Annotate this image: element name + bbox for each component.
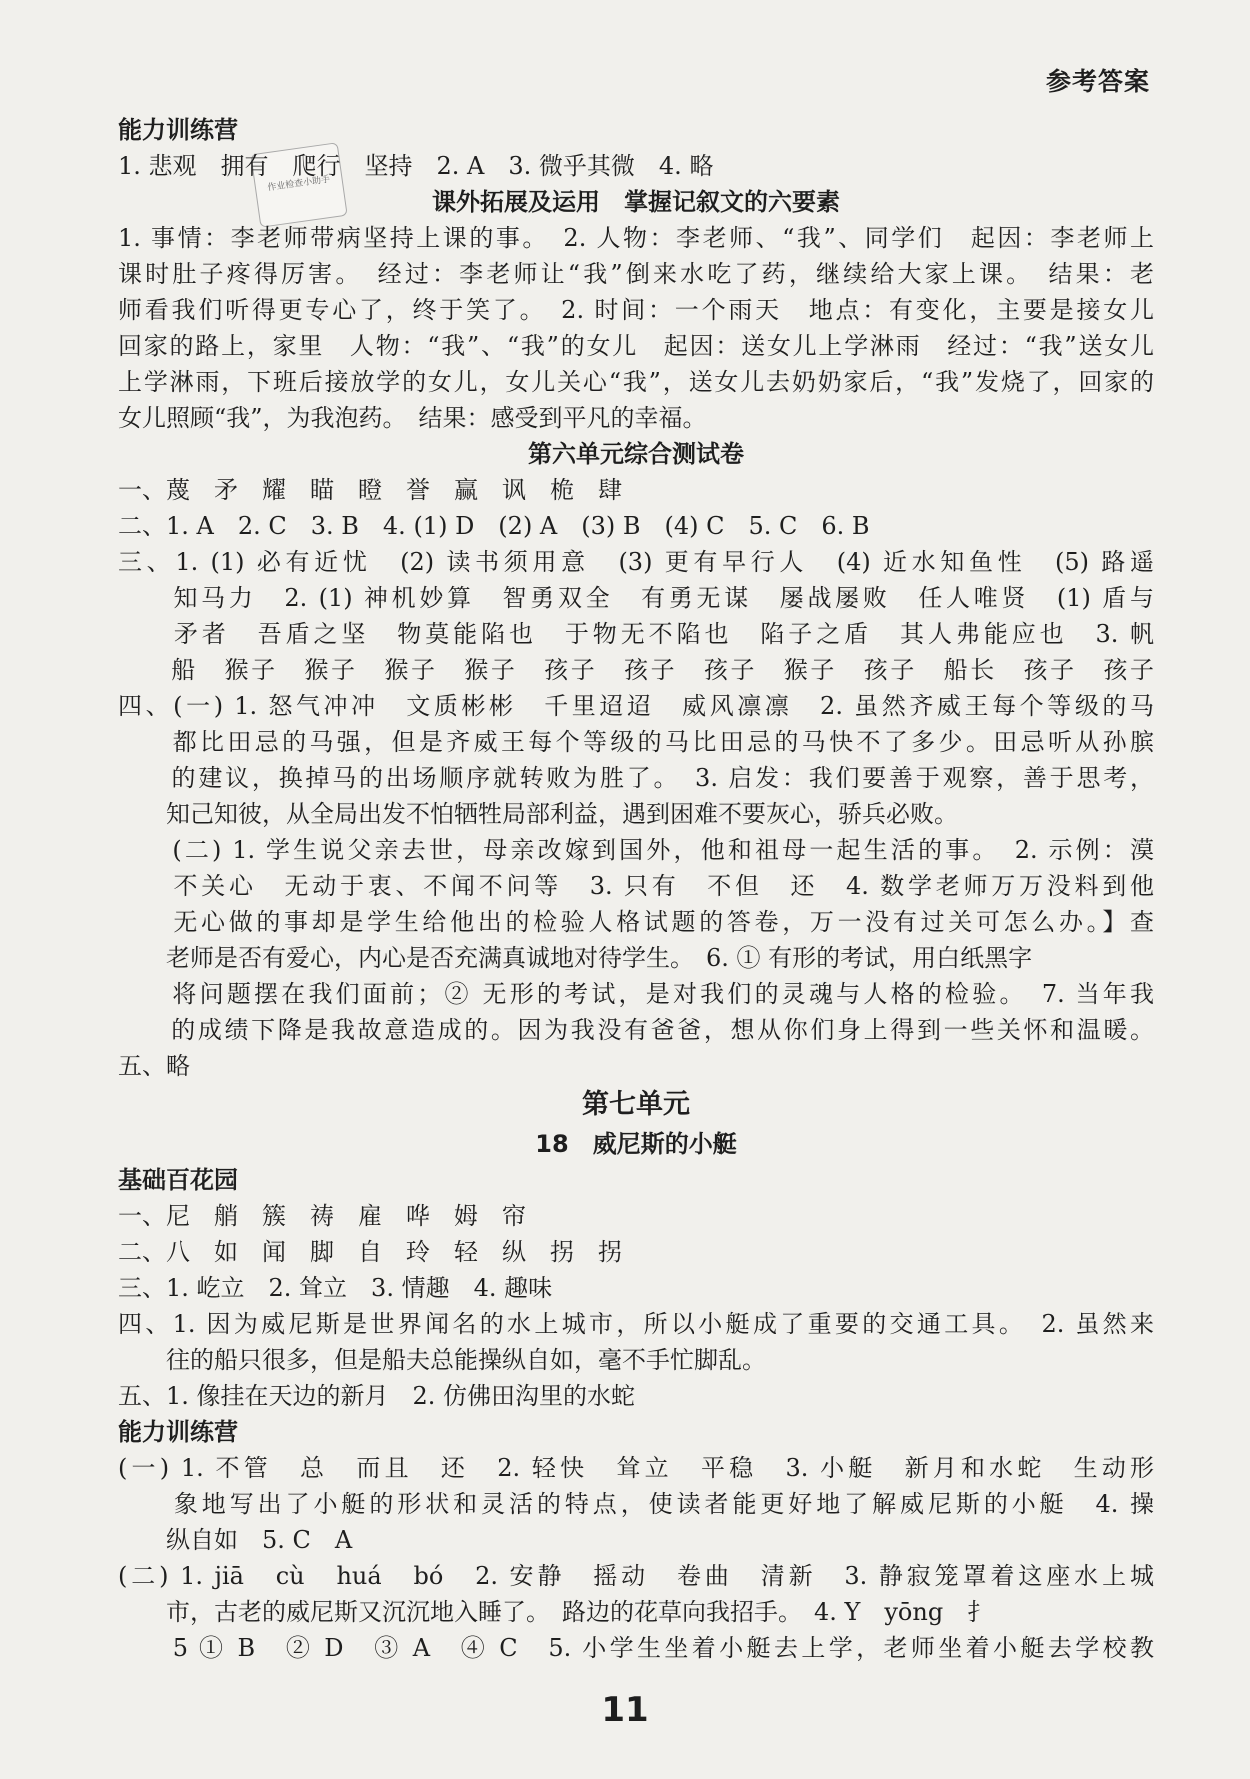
- answer-line: 回家的路上，家里 人物：“我”、“我”的女儿 起因：送女儿上学淋雨 经过：“我”送女儿: [118, 332, 1154, 360]
- answer-line: 都比田忌的马强，但是齐威王每个等级的马比田忌的马快不了多少。田忌听从孙膑: [118, 728, 1154, 756]
- answer-line: 的建议，换掉马的出场顺序就转败为胜了。 3. 启发：我们要善于观察，善于思考，: [118, 764, 1154, 792]
- answer-line: 矛者 吾盾之坚 物莫能陷也 于物无不陷也 陷子之盾 其人弗能应也 3. 帆: [118, 620, 1154, 648]
- answer-line: 四、1. 因为威尼斯是世界闻名的水上城市，所以小艇成了重要的交通工具。 2. 虽然来: [118, 1310, 1154, 1338]
- answer-line: (二) 1. jiā cù huá bó 2. 安静 摇动 卷曲 清新 3. 静寂笼罩着这座水上城: [118, 1562, 1154, 1590]
- answer-line: 1. 事情：李老师带病坚持上课的事。 2. 人物：李老师、“我”、同学们 起因：李老师上: [118, 224, 1154, 252]
- answer-line: 无心做的事却是学生给他出的检验人格试题的答卷，万一没有过关可怎么办。】查: [118, 908, 1154, 936]
- answer-line: 一、尼 艄 簇 祷 雇 哗 姆 帘: [118, 1202, 526, 1230]
- page-number: 11: [601, 1690, 649, 1730]
- answer-line: 知马力 2. (1) 神机妙算 智勇双全 有勇无谋 屡战屡败 任人唯贤 (1) 盾与: [118, 584, 1154, 612]
- answer-line: 船 猴子 猴子 猴子 猴子 孩子 孩子 孩子 猴子 孩子 船长 孩子 孩子: [118, 656, 1154, 684]
- section-title: 基础百花园: [118, 1166, 238, 1194]
- answer-line: 的成绩下降是我故意造成的。因为我没有爸爸，想从你们身上得到一些关怀和温暖。: [118, 1016, 1154, 1044]
- answer-line: 五、1. 像挂在天边的新月 2. 仿佛田沟里的水蛇: [118, 1382, 636, 1410]
- answer-line: 三、1. 屹立 2. 耸立 3. 情趣 4. 趣味: [118, 1274, 553, 1302]
- unit-title: 第七单元: [582, 1089, 690, 1120]
- watermark-stamp: 作业检查小助手: [250, 142, 347, 228]
- answer-line: 1. 悲观 拥有 爬行 坚持 2. A 3. 微乎其微 4. 略: [118, 152, 714, 180]
- section-title: 能力训练营: [118, 116, 238, 144]
- section-title: 能力训练营: [118, 1418, 238, 1446]
- answer-line: (二) 1. 学生说父亲去世，母亲改嫁到国外，他和祖母一起生活的事。 2. 示例：漠: [118, 836, 1154, 864]
- answer-line: 纵自如 5. C A: [118, 1526, 353, 1554]
- answer-line: 知己知彼，从全局出发不怕牺牲局部利益，遇到困难不要灰心，骄兵必败。: [118, 800, 958, 828]
- section-heading: 课外拓展及运用 掌握记叙文的六要素: [432, 188, 840, 216]
- answer-line: 二、1. A 2. C 3. B 4. (1) D (2) A (3) B (4) C 5. C 6. B: [118, 512, 870, 540]
- answer-line: 象地写出了小艇的形状和灵活的特点，使读者能更好地了解威尼斯的小艇 4. 操: [118, 1490, 1154, 1518]
- answer-line: 5 ① B ② D ③ A ④ C 5. 小学生坐着小艇去上学，老师坐着小艇去学校教: [118, 1634, 1154, 1662]
- answer-line: 五、略: [118, 1052, 190, 1080]
- section-heading: 18 威尼斯的小艇: [535, 1130, 737, 1158]
- answer-line: 师看我们听得更专心了，终于笑了。 2. 时间：一个雨天 地点：有变化，主要是接女儿: [118, 296, 1154, 324]
- answer-line: 老师是否有爱心，内心是否充满真诚地对待学生。 6. ① 有形的考试，用白纸黑字: [118, 944, 1033, 972]
- answer-line: 往的船只很多，但是船夫总能操纵自如，毫不手忙脚乱。: [118, 1346, 766, 1374]
- answer-line: 将问题摆在我们面前；② 无形的考试，是对我们的灵魂与人格的检验。 7. 当年我: [118, 980, 1154, 1008]
- section-heading: 第六单元综合测试卷: [528, 440, 744, 468]
- answer-line: 三、1. (1) 必有近忧 (2) 读书须用意 (3) 更有早行人 (4) 近水知鱼性 (5) 路遥: [118, 548, 1154, 576]
- answer-content: [118, 112, 1154, 1666]
- answer-line: 一、蔑 矛 耀 瞄 瞪 誉 赢 讽 桅 肆: [118, 476, 622, 504]
- answer-line: (一) 1. 不管 总 而且 还 2. 轻快 耸立 平稳 3. 小艇 新月和水蛇 生动形: [118, 1454, 1154, 1482]
- answer-line: 课时肚子疼得厉害。 经过：李老师让“我”倒来水吃了药，继续给大家上课。 结果：老: [118, 260, 1154, 288]
- answer-line: 市，古老的威尼斯又沉沉地入睡了。 路边的花草向我招手。 4. Y yōng 扌: [118, 1598, 992, 1626]
- answer-line: 四、(一) 1. 怒气冲冲 文质彬彬 千里迢迢 威风凛凛 2. 虽然齐威王每个等级的马: [118, 692, 1154, 720]
- answer-line: 上学淋雨，下班后接放学的女儿，女儿关心“我”，送女儿去奶奶家后，“我”发烧了，回家的: [118, 368, 1154, 396]
- answer-line: 二、八 如 闻 脚 自 玲 轻 纵 拐 拐: [118, 1238, 622, 1266]
- answer-line: 不关心 无动于衷、不闻不问等 3. 只有 不但 还 4. 数学老师万万没料到他: [118, 872, 1154, 900]
- page-header: 参考答案: [1045, 67, 1150, 96]
- answer-line: 女儿照顾“我”，为我泡药。 结果：感受到平凡的幸福。: [118, 404, 707, 432]
